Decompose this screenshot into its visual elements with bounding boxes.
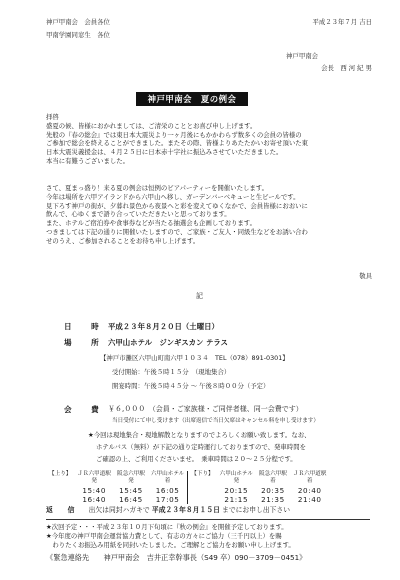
timetable-time: 15:45	[119, 485, 143, 495]
timetable-header: 六甲山ホテル	[150, 471, 185, 477]
timetable-sub: 着	[164, 478, 171, 485]
date-value: 平成２３年８月２０日（土曜日）	[108, 322, 219, 331]
timetable-sub: 発	[128, 478, 134, 485]
greeting-line: 本当に有難うございました。	[46, 157, 130, 166]
ki-heading: 記	[196, 292, 203, 300]
reply-text: 出欠は同封ハガキで	[88, 506, 150, 514]
bus-note-line: ご確認の上、ご利用くださいませ。 乗車時間は２０～２５分程です。	[96, 455, 297, 463]
addressee-members: 神戸甲南会 会員各位	[46, 18, 110, 26]
timetable-time: 15:40	[82, 485, 107, 495]
timetable-time: 20:35	[261, 485, 285, 495]
reply-text-end: までにお申し出下さい	[222, 506, 291, 514]
timetable-time: 16:05	[155, 485, 180, 495]
invitation-line: せのうえ、ご参加されることをお待ち申し上げます。	[46, 236, 200, 245]
sender-name: 会長 西 河 紀 男	[321, 64, 372, 72]
invitation-line: つきましては下記の通りに開催いたしますので、ご家族・ご友人・同級生などをお誘い合わ	[46, 228, 308, 237]
greeting-line: ご参加で総会を終えることができました。またその際、皆様よりあたたかいお寄せ頂いた東	[46, 139, 309, 148]
sender-organization: 神戸甲南会	[286, 52, 318, 60]
timetable-time: 16:40	[82, 494, 107, 504]
date-label: 日 時	[64, 322, 105, 331]
closing-keigu: 敬具	[359, 272, 372, 280]
place-label: 場 所	[64, 338, 105, 347]
invitation-line: さて、夏まっ盛り！来る夏の例会は恒例のビアパーティーを開催いたします。	[46, 184, 269, 192]
opening-word: 拝啓	[46, 113, 59, 121]
timetable-sub: 着	[306, 478, 313, 485]
invitation-line: 飲んで、心ゆくまで語り合っていただきたいと思っております。	[46, 210, 231, 219]
timetable-time: 21:15	[224, 494, 249, 504]
invitation-line: 見下ろす神戸の街が、夕暮れ景色から夜景へと彩を変えてゆくなかで、会員皆様におおいに	[46, 201, 308, 210]
timetable-sub: 着	[270, 478, 276, 485]
fee-value: ￥６,０００ （会員・ご家族様・ご同伴者様、同一会費です）	[108, 405, 303, 413]
timetable-header: ＪＲ六甲道駅	[292, 471, 327, 477]
timetable-time: 20:40	[297, 485, 322, 495]
bus-note-line: ホテルバス（無料）が下記の通り定時運行しておりますので、発車時間を	[96, 443, 306, 451]
place-address: 【神戸市灘区六甲山町南六甲１０３４ TEL（078）891-0301】	[100, 354, 289, 362]
place-value: 六甲山ホテル ジンギスカン テラス	[108, 338, 228, 347]
bus-note-line: ★今回は現地集合・現地解散となりますのでよろしくお願い致します。なお、	[88, 431, 311, 439]
bus-timetable	[46, 471, 330, 504]
timetable-time: 17:05	[155, 494, 180, 504]
timetable-up-label: 【上り】	[49, 471, 72, 477]
reception-time: 受付開始：午後５時１５分 （現地集合）	[112, 368, 231, 376]
divider	[46, 519, 370, 520]
greeting-paragraph	[46, 113, 370, 166]
invitation-line: また、ホテルご宿泊券や食事券などが当たる抽選会も企画しております。	[46, 219, 257, 228]
timetable-time: 20:15	[224, 485, 249, 495]
party-hours: 開宴時間：午後５時４５分 ～ 午後８時００分（予定）	[112, 382, 270, 390]
greeting-line: 盛夏の候、皆様におかれましては、ご清栄のこととお喜び申し上げます。	[46, 121, 257, 130]
timetable-time: 21:40	[297, 494, 322, 504]
fee-label: 会 費	[64, 405, 105, 414]
reply-deadline: 平成２３年８月１５日	[151, 506, 220, 514]
timetable-time: 16:45	[119, 494, 143, 504]
footer-note: ★次回予定・・・平成２３年１０月下旬頃に『秋の例会』を開催予定しております。	[46, 523, 288, 531]
timetable-time: 21:35	[261, 494, 285, 504]
greeting-line: 日本大震災義援金は、４月２５日に日本赤十字社に振込みさせていただきました。	[46, 148, 283, 157]
timetable-down-label: 【下り】	[188, 471, 217, 478]
emergency-contact: 《緊急連絡先 神戸甲南会 吉井正幸幹事長（S49 卒）090－3709－0451》	[46, 553, 307, 562]
greeting-line: 先般の『春の総会』では東日本大震災より一ヶ月後にもかかわらず数多くの会員の皆様の	[46, 130, 302, 139]
footer-note: ★今年度の神戸甲南会運営協力費として、有志の方々にご協力（三千円以上）を賜	[46, 532, 282, 540]
reply-row	[46, 506, 290, 515]
timetable-header: 阪急六甲駅	[116, 471, 145, 477]
timetable-sub: 発	[91, 478, 97, 485]
timetable-header: 六甲山ホテル	[219, 471, 253, 477]
timetable-header: ＪＲ六甲道駅	[77, 471, 111, 477]
reply-label: 返 信	[46, 506, 79, 514]
invitation-line: 今年は場所を六甲アイランドから六甲山へ移し、ガーデンバーベキューと生ビールです。	[46, 192, 300, 201]
event-title: 神戸甲南会 夏の例会	[136, 92, 248, 106]
invitation-paragraph	[46, 184, 370, 246]
timetable-header: 阪急六甲駅	[258, 471, 287, 477]
fee-note: 当日受付にて申し受けます（出席返信で当日欠席はキャンセル料を申し受けます）	[112, 418, 319, 424]
letter-date: 平成２３年７月 吉日	[312, 18, 372, 26]
timetable-sub: 発	[233, 478, 240, 485]
footer-note: わりたくお振込み用紙を同封いたしました。ご理解とご協力をお願い申し上げます。	[46, 541, 295, 549]
addressee-alumni: 甲南学園同窓生 各位	[46, 31, 110, 39]
